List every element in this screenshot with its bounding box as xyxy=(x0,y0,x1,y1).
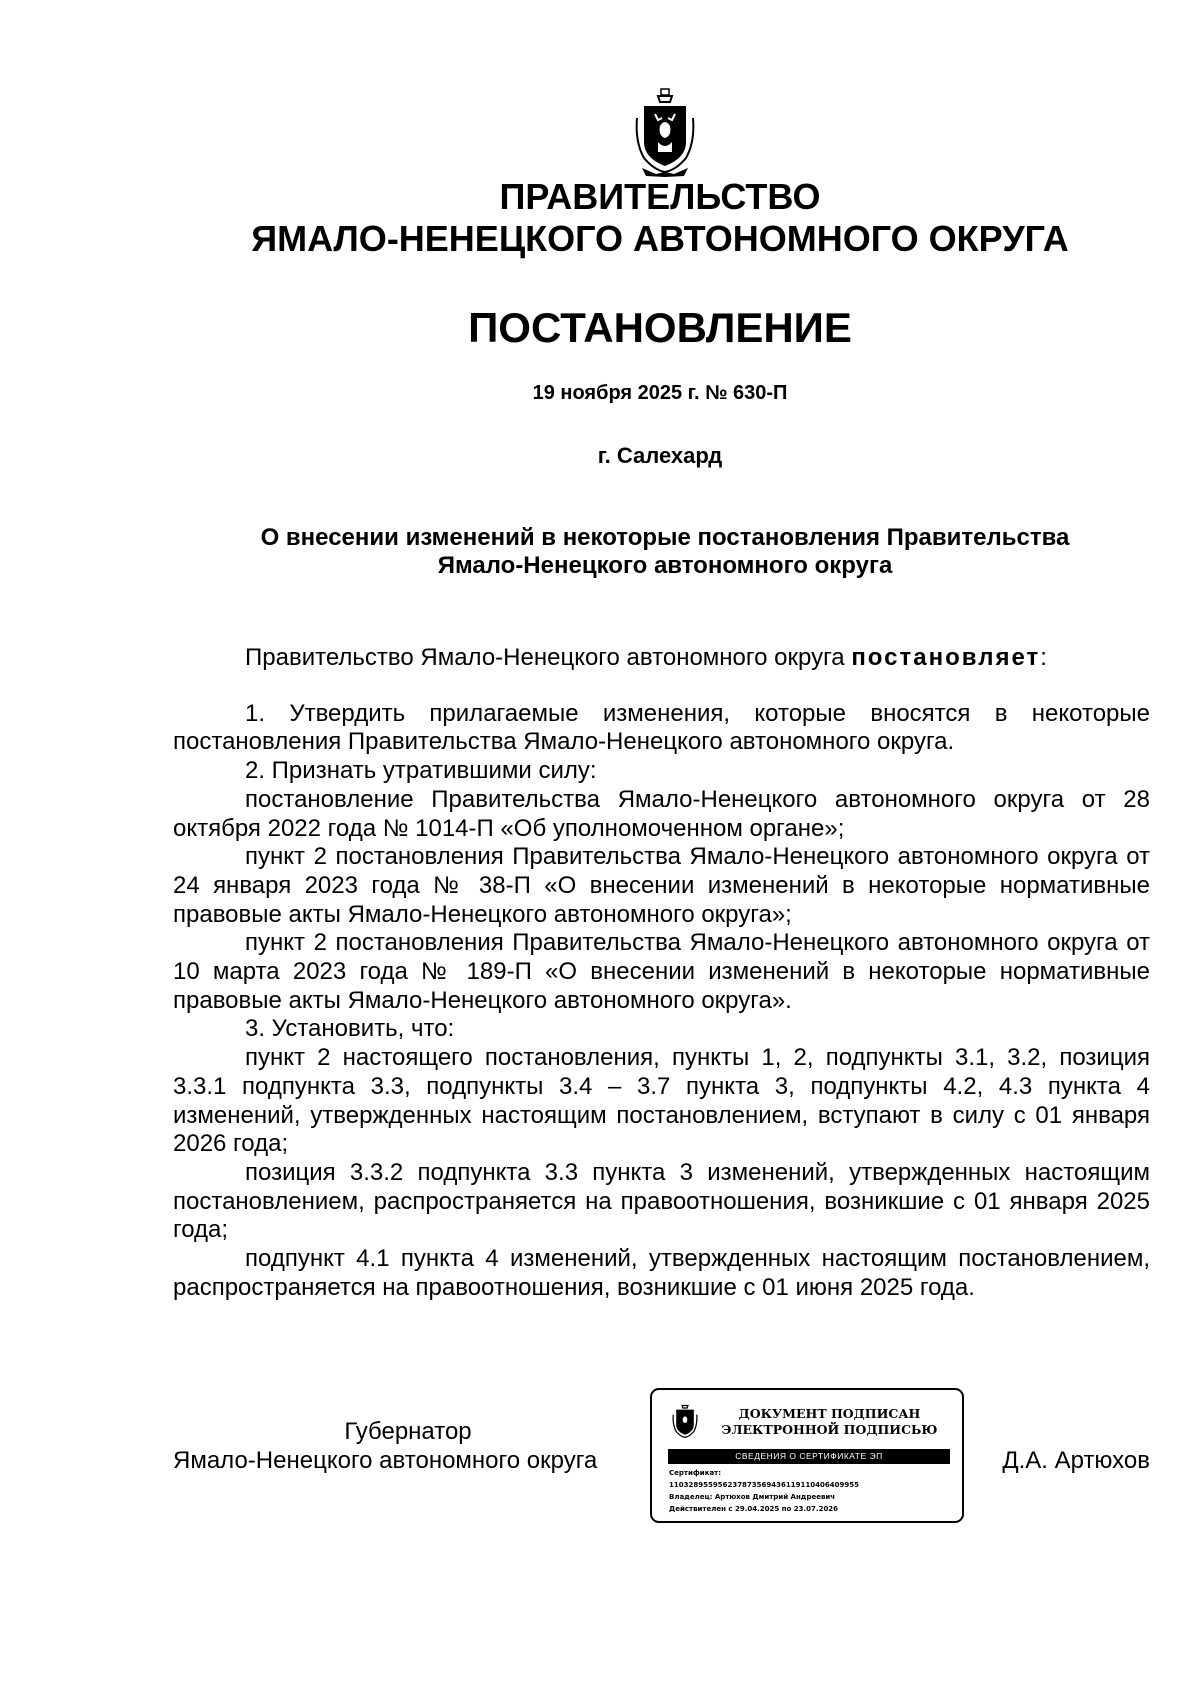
certificate-number: 110328955956237873569436119110406409955 xyxy=(669,1481,859,1489)
stamp-heading-line: ЭЛЕКТРОННОЙ ПОДПИСЬЮ xyxy=(721,1422,938,1437)
signatory-title xyxy=(173,1417,643,1475)
preamble-end: : xyxy=(1040,644,1047,671)
certificate-validity: Действителен с 29.04.2025 по 23.07.2026 xyxy=(669,1505,839,1513)
paragraph: подпункт 4.1 пункта 4 изменений, утвержденных настоящим постановлением, распространяется на правоотношения, возникшие с 01 июня 2025 года. xyxy=(173,1245,1150,1301)
certificate-label: Сертификат: xyxy=(669,1469,722,1477)
stamp-heading-line: ДОКУМЕНТ ПОДПИСАН xyxy=(738,1406,921,1421)
certificate-owner: Владелец: Артюхов Дмитрий Андреевич xyxy=(669,1493,836,1501)
organization-name: ПРАВИТЕЛЬСТВО xyxy=(499,176,821,217)
preamble xyxy=(173,644,1150,673)
organization-region: ЯМАЛО-НЕНЕЦКОГО АВТОНОМНОГО ОКРУГА xyxy=(251,218,1069,259)
certificate-details xyxy=(669,1467,954,1515)
preamble-keyword: постановляет xyxy=(851,644,1041,671)
signatory-position: Губернатор xyxy=(344,1418,472,1445)
paragraph: 3. Установить, что: xyxy=(245,1015,455,1043)
coat-of-arms-icon xyxy=(634,88,696,178)
paragraph: позиция 3.3.2 подпункта 3.3 пункта 3 изменений, утвержденных настоящим постановлением, распространяется на правоотношения, возникшие с 01 января 2025 года; xyxy=(173,1158,1150,1244)
document-subject xyxy=(170,524,1160,580)
paragraph: пункт 2 настоящего постановления, пункты 1, 2, подпункты 3.1, 3.2, позиция 3.3.1 подпункта 3.3, подпункты 3.4 – 3.7 пункта 3, подпункты 4.2, 4.3 пункта 4 изменений, утвержденных настоящим постановлением, вступают в силу с 01 января 2026 года; xyxy=(173,1044,1150,1158)
paragraph: пункт 2 постановления Правительства Ямало-Ненецкого автономного округа от 24 января 2023 года № 38-П «О внесении изменений в некоторые нормативные правовые акты Ямало-Ненецкого автономного округа»; xyxy=(173,843,1150,928)
certificate-info-bar: СВЕДЕНИЯ О СЕРТИФИКАТЕ ЭП xyxy=(668,1449,950,1464)
signatory-region: Ямало-Ненецкого автономного округа xyxy=(173,1447,598,1474)
coat-of-arms-icon xyxy=(672,1402,698,1440)
document-body xyxy=(173,644,1150,1302)
document-date-number: 19 ноября 2025 г. № 630-П xyxy=(532,382,788,404)
stamp-heading xyxy=(707,1406,952,1438)
paragraph: 1. Утвердить прилагаемые изменения, которые вносятся в некоторые постановления Правительства Ямало-Ненецкого автономного округа. xyxy=(173,699,1150,756)
paragraph: постановление Правительства Ямало-Ненецкого автономного округа от 28 октября 2022 года № 1014-П «Об уполномоченном органе»; xyxy=(173,785,1150,842)
subject-line: О внесении изменений в некоторые постановления Правительства xyxy=(260,524,1070,551)
signatory-name: Д.А. Артюхов xyxy=(1002,1447,1150,1474)
paragraph: 2. Признать утратившими силу: xyxy=(245,757,597,785)
document-city: г. Салехард xyxy=(597,443,723,468)
electronic-signature-stamp xyxy=(650,1388,964,1523)
document-type: ПОСТАНОВЛЕНИЕ xyxy=(468,304,852,351)
paragraph: пункт 2 постановления Правительства Ямало-Ненецкого автономного округа от 10 марта 2023 года № 189-П «О внесении изменений в некоторые нормативные правовые акты Ямало-Ненецкого автономного округа». xyxy=(173,929,1150,1014)
subject-line: Ямало-Ненецкого автономного округа xyxy=(437,552,893,579)
preamble-text: Правительство Ямало-Ненецкого автономного округа xyxy=(245,644,852,671)
